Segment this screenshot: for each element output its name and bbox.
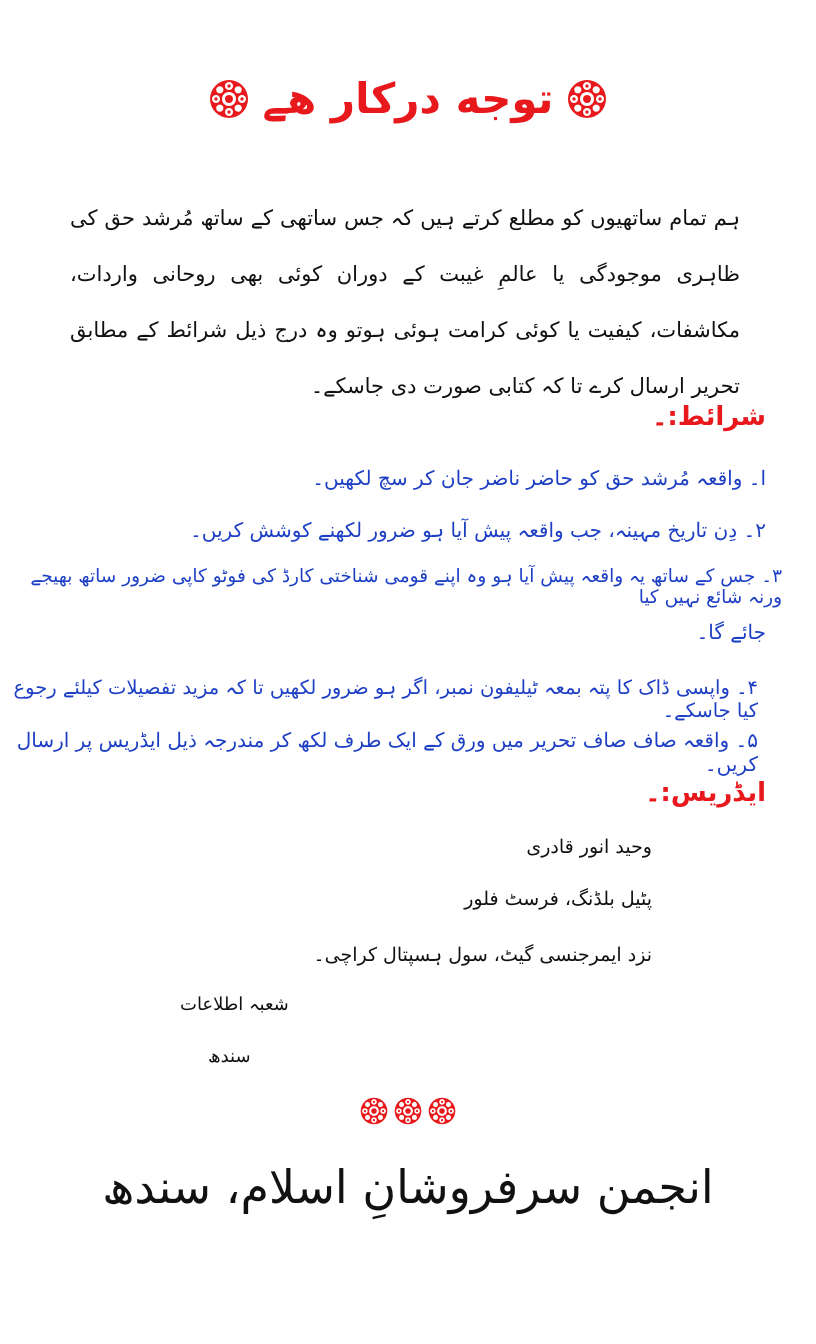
flower-ornament-icon [394,1097,422,1125]
flower-ornament-icon [428,1097,456,1125]
address-heading: ایڈریس:۔ [645,778,766,808]
department-name: شعبہ اطلاعات [180,994,289,1015]
condition-item-4: ۴۔ واپسی ڈاک کا پتہ بمعہ ٹیلیفون نمبر، اگر ہو ضرور لکھیں تا کہ مزید تفصیلات کیلئے رجوع کیا جاسکے۔ [13,676,758,722]
organization-name: انجمن سرفروشانِ اسلام، سندھ [102,1160,714,1214]
page-title: توجه درکار ھے [262,74,554,123]
title-row [0,64,816,134]
department-region: سندھ [208,1046,251,1067]
flower-ornament-icon [567,79,607,119]
flower-ornament-icon [209,79,249,119]
address-line-building: پٹیل بلڈنگ، فرسٹ فلور [464,888,652,910]
condition-item-3: ۳۔ جس کے ساتھ یہ واقعہ پیش آیا ہو وہ اپنے قومی شناختی کارڈ کی فوٹو کاپی ضرور ساتھ بھیجے ورنہ شائع نہیں کیا [30,566,782,608]
condition-item-1: ا۔ واقعہ مُرشد حق کو حاضر ناضر جان کر سچ لکھیں۔ [312,466,766,490]
condition-item-2: ۲۔ دِن تاریخ مہینہ، جب واقعہ پیش آیا ہو ضرور لکھنے کوشش کریں۔ [190,518,766,542]
intro-paragraph: ہم تمام ساتھیوں کو مطلع کرتے ہیں کہ جس ساتھی کے ساتھ مُرشد حق کی ظاہری موجودگی یا عالمِ غیبت کے دوران کوئی بھی روحانی واردات، مکاشفات، کیفیت یا کوئی کرامت ہوئی ہوتو وہ درج ذیل شرائط کے مطابق تحریر ارسال کرے تا کہ کتابی صورت دی جاسکے۔ [70,206,740,398]
condition-item-3-continued: جائے گا۔ [696,620,766,644]
flower-ornament-icon [360,1097,388,1125]
ornament-row [0,1097,816,1125]
conditions-heading: شرائط:۔ [652,402,766,432]
address-line-name: وحید انور قادری [526,836,652,858]
condition-item-5: ۵۔ واقعہ صاف صاف تحریر میں ورق کے ایک طرف لکھ کر مندرجہ ذیل ایڈریس پر ارسال کریں۔ [16,728,758,776]
address-line-location: نزد ایمرجنسی گیٹ، سول ہسپتال کراچی۔ [313,944,652,966]
